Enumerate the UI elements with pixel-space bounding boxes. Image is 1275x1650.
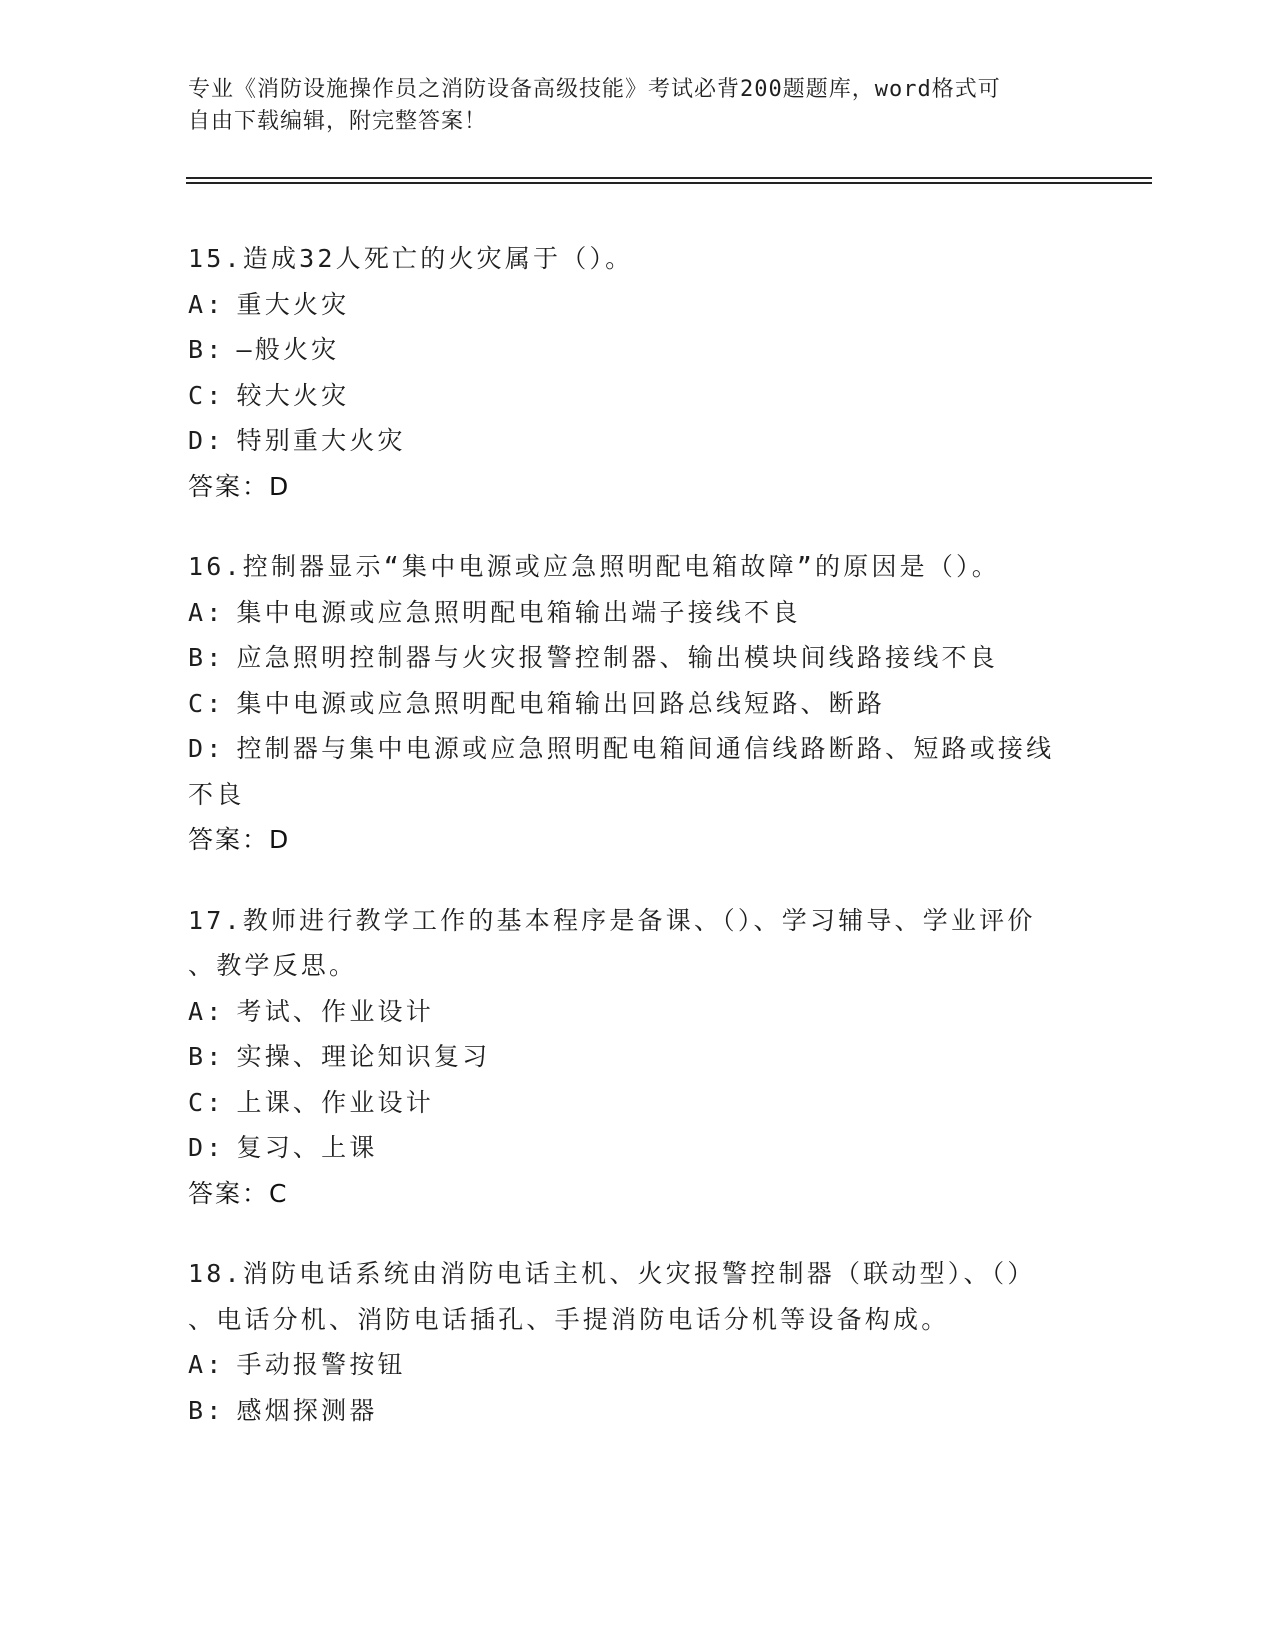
question-text: 16.控制器显示“集中电源或应急照明配电箱故障”的原因是（）。 [188,552,1000,581]
option-d: D: 特别重大火灾 [188,426,406,455]
option-b: B: 应急照明控制器与火灾报警控制器、输出模块间线路接线不良 [188,643,998,672]
option-letter: D [188,734,207,763]
option-letter: B [188,643,207,672]
option-b: B: —般火灾 [188,335,340,364]
option-text: 手动报警按钮 [236,1350,406,1379]
option-text: 较大火灾 [236,380,350,410]
option-text: 重大火灾 [236,289,350,319]
option-b: B: 感烟探测器 [188,1395,378,1425]
option-c: C: 集中电源或应急照明配电箱输出回路总线短路、断路 [188,688,886,718]
answer-label: 答案：D [188,471,291,501]
option-letter: A [188,1350,207,1379]
option-text: —般火灾 [236,335,340,364]
option-d: D: 复习、上课 [188,1133,378,1162]
option-a: A: 手动报警按钮 [188,1350,406,1379]
answer-label: 答案：C [188,1178,289,1208]
header-divider-top [186,177,1152,179]
question-18 [188,1251,1088,1433]
option-letter: B [188,1395,207,1425]
option-letter: D [188,426,207,455]
option-d: D: 控制器与集中电源或应急照明配电箱间通信线路断路、短路或接线 [188,734,1055,763]
question-text: 15.造成32人死亡的火灾属于（）。 [188,244,634,273]
question-16 [188,544,1088,863]
option-text: 感烟探测器 [236,1395,378,1425]
option-a: A: 重大火灾 [188,289,350,319]
option-letter: C [188,380,207,410]
question-list [188,236,1088,1468]
header-line-1: 专业《消防设施操作员之消防设备高级技能》考试必背200题题库，word格式可 [188,77,1001,102]
option-b: B: 实操、理论知识复习 [188,1042,491,1071]
option-letter: C [188,688,207,718]
option-text: 集中电源或应急照明配电箱输出回路总线短路、断路 [236,688,886,718]
option-letter: D [188,1133,207,1162]
question-text-continuation: 、教学反思。 [188,951,358,980]
option-a: A: 集中电源或应急照明配电箱输出端子接线不良 [188,597,801,627]
option-a: A: 考试、作业设计 [188,996,434,1026]
question-text: 18.消防电话系统由消防电话主机、火灾报警控制器（联动型）、（） [188,1259,1036,1288]
option-d-continuation: 不良 [188,779,245,809]
document-header [188,74,1088,138]
option-c: C: 上课、作业设计 [188,1087,434,1117]
option-letter: B [188,335,207,364]
option-text: 应急照明控制器与火灾报警控制器、输出模块间线路接线不良 [236,643,998,672]
question-17 [188,898,1088,1217]
question-15 [188,236,1088,509]
option-text: 集中电源或应急照明配电箱输出端子接线不良 [236,597,801,627]
option-letter: A [188,597,207,627]
question-text: 17.教师进行教学工作的基本程序是备课、（）、学习辅导、学业评价 [188,905,1036,935]
option-letter: B [188,1042,207,1071]
option-text: 考试、作业设计 [236,996,434,1026]
option-text: 特别重大火灾 [236,426,406,455]
question-text-continuation: 、电话分机、消防电话插孔、手提消防电话分机等设备构成。 [188,1304,950,1334]
option-c: C: 较大火灾 [188,380,350,410]
option-text: 控制器与集中电源或应急照明配电箱间通信线路断路、短路或接线 [236,734,1055,763]
option-text: 复习、上课 [236,1133,378,1162]
answer-label: 答案：D [188,825,291,854]
option-text: 上课、作业设计 [236,1087,434,1117]
option-text: 实操、理论知识复习 [236,1042,491,1071]
option-letter: A [188,289,207,319]
header-line-2: 自由下载编辑，附完整答案！ [188,109,488,134]
option-letter: A [188,996,207,1026]
header-divider-bottom [186,182,1152,184]
option-letter: C [188,1087,207,1117]
